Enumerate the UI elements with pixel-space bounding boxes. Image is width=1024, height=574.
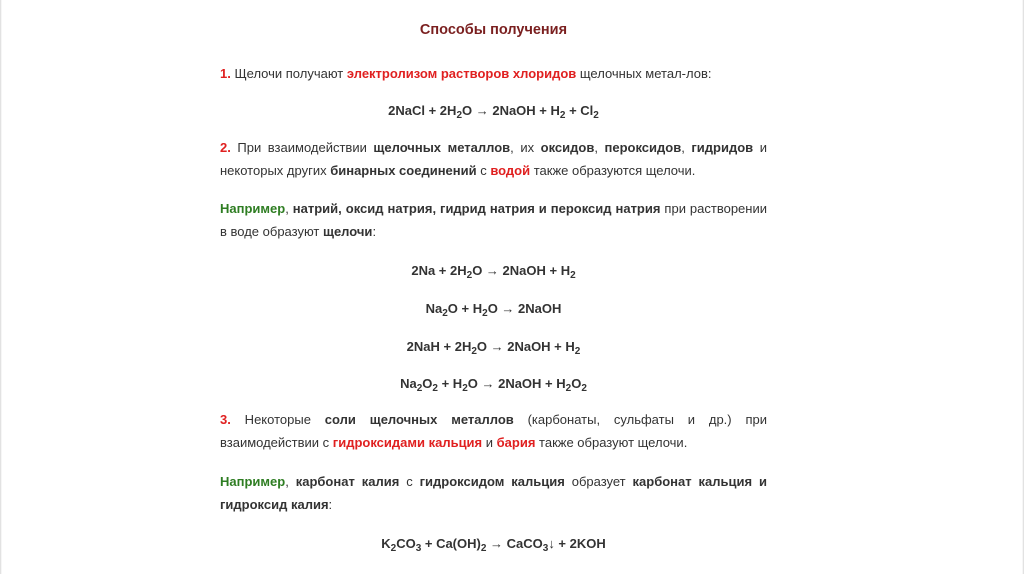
equation-1: 2NaCl + $2H_2O$ → 2NaOH + $H_2 + Cl_2$ — [388, 103, 599, 121]
slide-edge-left — [0, 0, 2, 574]
equation-6: $K_2CO_3 + Ca(OH)_2$ → CaCO$_3$↓ + 2KOH — [381, 536, 606, 554]
equation-3: $Na_2O + H_2O$ → 2NaOH — [425, 301, 562, 319]
equation-4: $2NaH + 2H_2O$ → 2NaOH + $H_2$ — [406, 339, 581, 357]
text: щелочных метал-лов: — [576, 66, 712, 81]
text: Щелочи получают — [230, 66, 347, 81]
highlight-red: гидроксидами кальция — [332, 435, 483, 450]
paragraph-1 — [220, 62, 767, 85]
item-number: 3. — [220, 412, 231, 427]
highlight-red: электролизом растворов хлоридов — [346, 66, 577, 81]
highlight-red: водой — [490, 163, 531, 178]
example-label: Например — [220, 201, 286, 216]
equation-2: $2Na + 2H_2O$ → 2NaOH + $H_2$ — [411, 263, 576, 281]
item-number: 1. — [220, 66, 231, 81]
slide-content — [220, 0, 767, 574]
paragraph-5: Например, карбонат калия с гидроксидом кальция образует карбонат кальция и гидроксид калия: — [220, 474, 767, 512]
page-title: Способы получения — [419, 22, 568, 38]
highlight-red: бария — [496, 435, 536, 450]
equation-5: $Na_2O_2 + H_2O$ → 2NaOH + $H_2O_2$ — [400, 376, 587, 394]
paragraph-2: 2. При взаимодействии щелочных металлов, их оксидов, пероксидов, гидридов и некоторых других бинарных соединений с водой также образуются щелочи. — [220, 140, 767, 178]
paragraph-4: 3. Некоторые соли щелочных металлов (карбонаты, сульфаты и др.) при взаимодействии с гидроксидами кальция и бария также образуют щелочи. — [220, 412, 767, 450]
paragraph-3: Например, натрий, оксид натрия, гидрид натрия и пероксид натрия при растворении в воде образуют щелочи: — [220, 201, 767, 239]
item-number: 2. — [220, 140, 231, 155]
example-label: Например — [220, 474, 286, 489]
